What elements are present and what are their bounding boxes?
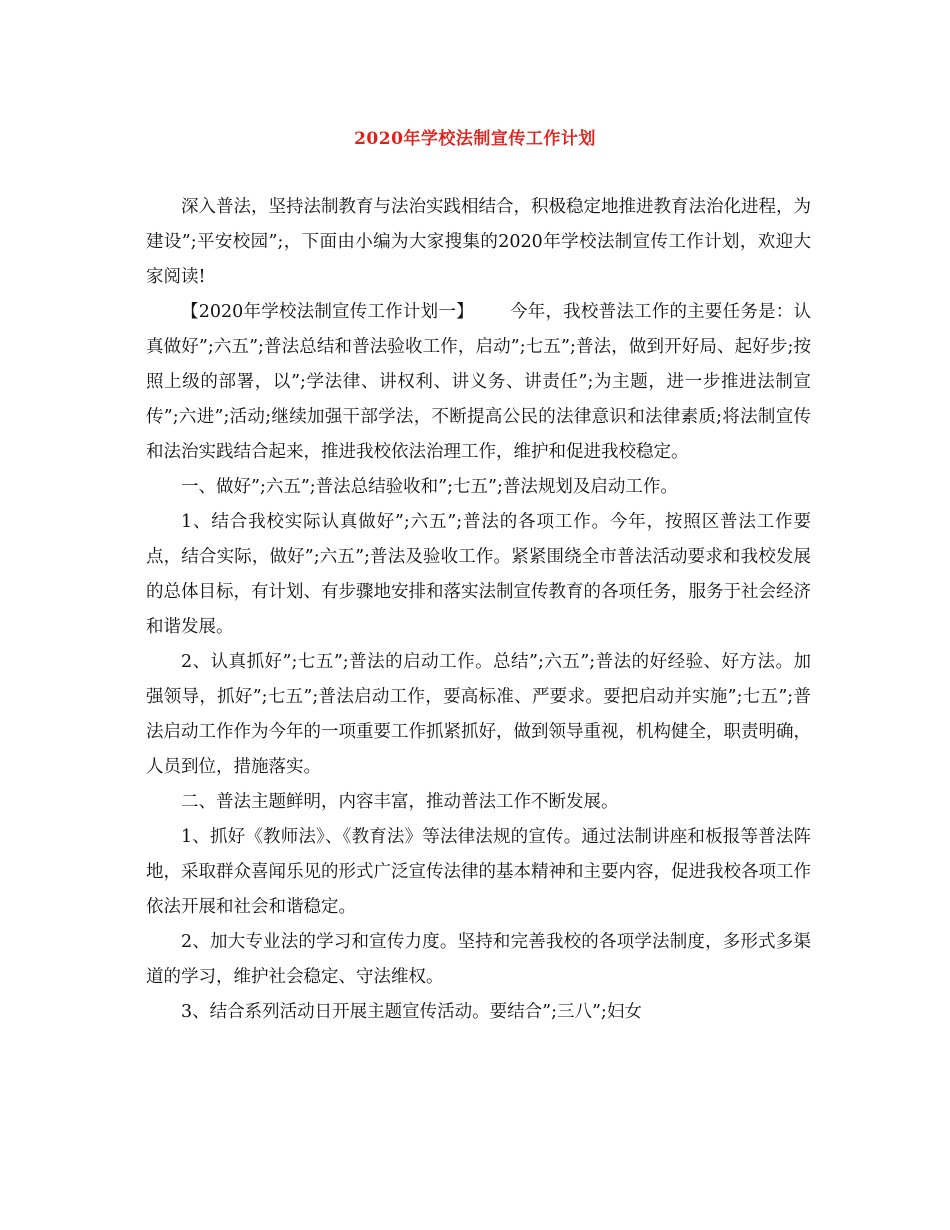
paragraph-2: 1、结合我校实际认真做好”;六五”;普法的各项工作。今年，按照区普法工作要点，结合实际，做好”;六五”;普法及验收工作。紧紧围绕全市普法活动要求和我校发展的总体目标，有计划、有步骤地安排和落实法制宣传教育的各项任务，服务于社会经济和谐发展。 <box>146 512 811 637</box>
document-body <box>146 190 811 1030</box>
paragraph-7: 3、结合系列活动日开展主题宣传活动。要结合”;三八”;妇女 <box>181 1002 642 1022</box>
section-heading: 【2020年学校法制宣传工作计划一】 <box>181 302 474 322</box>
paragraph-1: 一、做好”;六五”;普法总结验收和”;七五”;普法规划及启动工作。 <box>181 477 678 497</box>
paragraph-5: 1、抓好《教师法》、《教育法》等法律法规的宣传。通过法制讲座和板报等普法阵地，采取群众喜闻乐见的形式广泛宣传法律的基本精神和主要内容，促进我校各项工作依法开展和社会和谐稳定。 <box>146 827 811 917</box>
section-lead: 今年，我校普法工作的主要任务是：认真做好”;六五”;普法总结和普法验收工作，启动”;七五”;普法，做到开好局、起好步;按照上级的部署，以”;学法律、讲权利、讲义务、讲责任”;为主题，进一步推进法制宣传”;六进”;活动;继续加强干部学法，不断提高公民的法律意识和法律素质;将法制宣传和法治实践结合起来，推进我校依法治理工作，维护和促进我校稳定。 <box>146 302 811 462</box>
intro-paragraph: 深入普法，坚持法制教育与法治实践相结合，积极稳定地推进教育法治化进程，为建设”;平安校园”;，下面由小编为大家搜集的2020年学校法制宣传工作计划，欢迎大家阅读! <box>146 197 811 287</box>
paragraph-6: 2、加大专业法的学习和宣传力度。坚持和完善我校的各项学法制度，多形式多渠道的学习，维护社会稳定、守法维权。 <box>146 932 811 987</box>
paragraph-4: 二、普法主题鲜明，内容丰富，推动普法工作不断发展。 <box>181 792 619 812</box>
document-title: 2020年学校法制宣传工作计划 <box>354 129 596 149</box>
section-paragraph <box>146 295 811 470</box>
paragraph-3: 2、认真抓好”;七五”;普法的启动工作。总结”;六五”;普法的好经验、好方法。加强领导，抓好”;七五”;普法启动工作，要高标准、严要求。要把启动并实施”;七五”;普法启动工作作为今年的一项重要工作抓紧抓好，做到领导重视，机构健全，职责明确，人员到位，措施落实。 <box>146 652 811 777</box>
